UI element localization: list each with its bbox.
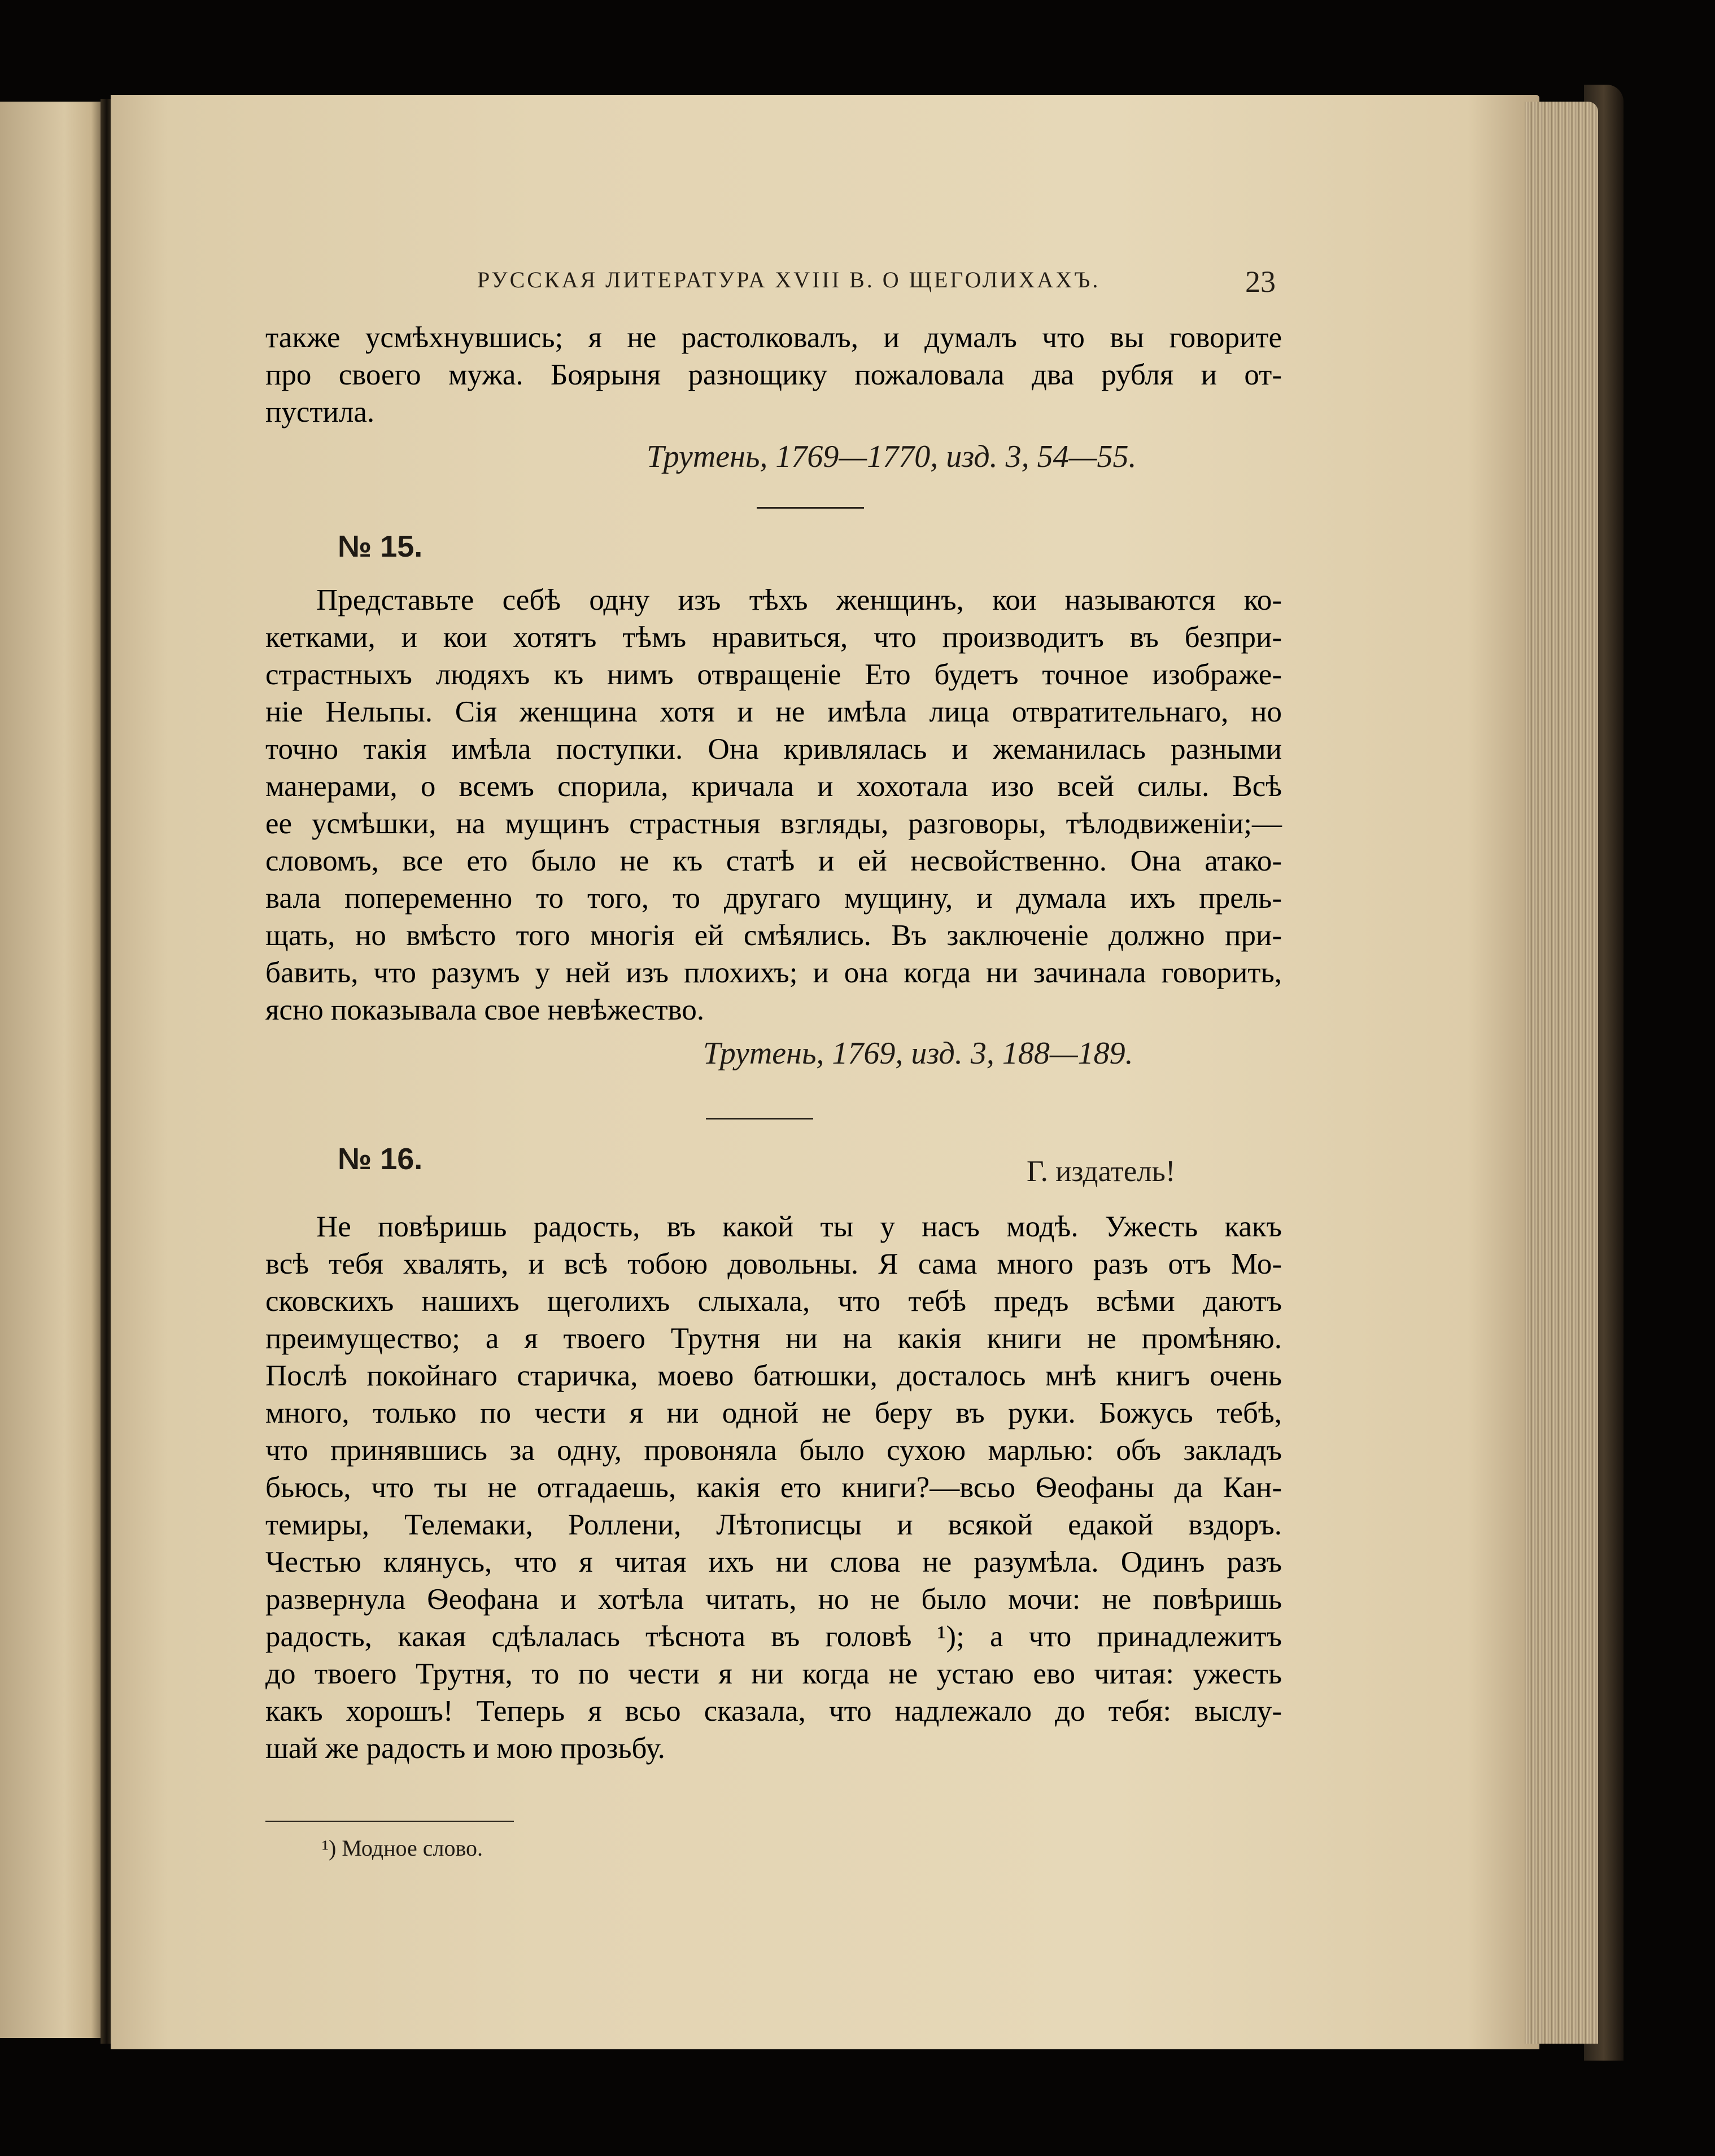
text-line: ее усмѣшки, на мущинъ страстныя взгляды, разговоры, тѣлодвиженіи;— bbox=[265, 807, 1282, 840]
left-page-edge bbox=[0, 102, 107, 2038]
text-line: Послѣ покойнаго старичка, моево батюшки, досталось мнѣ книгъ очень bbox=[265, 1359, 1282, 1392]
text-line: темиры, Телемаки, Роллени, Лѣтописцы и всякой едакой вздоръ. bbox=[265, 1508, 1282, 1541]
text-line: страстныхъ людяхъ къ нимъ отвращеніе Ето будетъ точное изображе- bbox=[265, 658, 1282, 691]
text-line: что принявшись за одну, провоняла было сухою марлью: объ закладъ bbox=[265, 1434, 1282, 1467]
page-number: 23 bbox=[1245, 265, 1276, 299]
text-line: точно такія имѣла поступки. Она кривлялась и жеманилась разными bbox=[265, 733, 1282, 766]
text-line: много, только по чести я ни одной не беру въ руки. Божусь тебѣ, bbox=[265, 1397, 1282, 1429]
source-citation: Трутень, 1769—1770, изд. 3, 54—55. bbox=[647, 439, 1137, 474]
text-line: вала попеременно то того, то другаго мущину, и думала ихъ прель- bbox=[265, 882, 1282, 915]
text-line: развернула Ѳеофана и хотѣла читать, но не было мочи: не повѣришь bbox=[265, 1583, 1282, 1616]
text-line: также усмѣхнувшись; я не растолковалъ, и думалъ что вы говорите bbox=[265, 321, 1282, 354]
text-line: бьюсь, что ты не отгадаешь, какія ето книги?—всьо Ѳеофаны да Кан- bbox=[265, 1471, 1282, 1504]
letter-salutation: Г. издатель! bbox=[1027, 1155, 1176, 1188]
source-citation: Трутень, 1769, изд. 3, 188—189. bbox=[703, 1036, 1133, 1071]
text-line: какъ хорошъ! Теперь я всьо сказала, что надлежало до тебя: выслу- bbox=[265, 1695, 1282, 1728]
text-line: бавить, что разумъ у ней изъ плохихъ; и она когда ни зачинала говорить, bbox=[265, 956, 1282, 989]
text-line: Честью клянусь, что я читая ихъ ни слова не разумѣла. Одинъ разъ bbox=[265, 1546, 1282, 1578]
running-head: РУССКАЯ ЛИТЕРАТУРА XVIII В. О ЩЕГОЛИХАХЪ. bbox=[477, 267, 1101, 292]
text-line: щать, но вмѣсто того многія ей смѣялись. Въ заключеніе должно при- bbox=[265, 919, 1282, 952]
text-line: преимущество; а я твоего Трутня ни на какія книги не промѣняю. bbox=[265, 1322, 1282, 1355]
text-line: кетками, и кои хотятъ тѣмъ нравиться, что производитъ въ безпри- bbox=[265, 621, 1282, 654]
text-line: словомъ, все ето было не къ статѣ и ей несвойственно. Она атако- bbox=[265, 845, 1282, 877]
text-line: ясно показывала свое невѣжество. bbox=[265, 994, 705, 1026]
text-line: радость, какая сдѣлалась тѣснота въ головѣ ¹); а что принадлежитъ bbox=[265, 1620, 1282, 1653]
entry-number: № 15. bbox=[338, 530, 423, 563]
text-line: всѣ тебя хвалять, и всѣ тобою довольны. Я сама много разъ отъ Мо- bbox=[265, 1248, 1282, 1280]
section-divider bbox=[706, 1118, 813, 1119]
text-line: Представьте себѣ одну изъ тѣхъ женщинъ, кои называются ко- bbox=[316, 584, 1282, 616]
text-line: про своего мужа. Боярыня разнощику пожаловала два рубля и от- bbox=[265, 358, 1282, 391]
text-line: Не повѣришь радость, въ какой ты у насъ модѣ. Ужесть какъ bbox=[316, 1210, 1282, 1243]
section-divider bbox=[757, 507, 864, 509]
entry-number: № 16. bbox=[338, 1142, 423, 1176]
text-line: шай же радость и мою прозьбу. bbox=[265, 1732, 665, 1765]
text-line: до твоего Трутня, то по чести я ни когда не устаю ево читая: ужесть bbox=[265, 1658, 1282, 1690]
text-line: пустила. bbox=[265, 396, 375, 428]
page-stack-edges bbox=[1525, 102, 1598, 2044]
footnote-rule bbox=[265, 1821, 514, 1822]
text-line: ніе Нельпы. Сія женщина хотя и не имѣла лица отвратительнаго, но bbox=[265, 696, 1282, 728]
text-line: манерами, о всемъ спорила, кричала и хохотала изо всей силы. Всѣ bbox=[265, 770, 1282, 803]
footnote: ¹) Модное слово. bbox=[322, 1835, 483, 1861]
text-line: сковскихъ нашихъ щеголихъ слыхала, что тебѣ предъ всѣми даютъ bbox=[265, 1285, 1282, 1318]
